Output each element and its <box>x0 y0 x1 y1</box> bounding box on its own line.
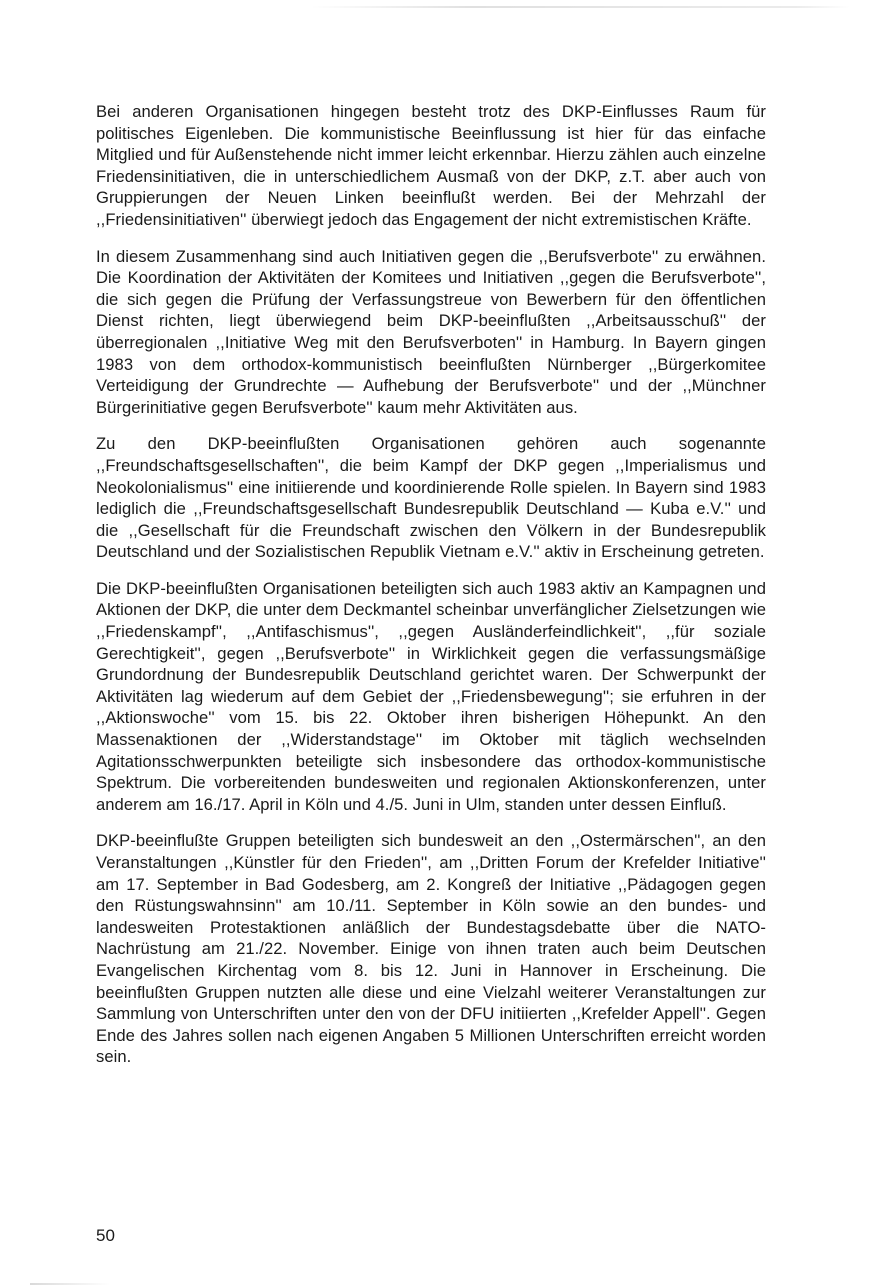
paragraph-2: In diesem Zusammenhang sind auch Initiativen gegen die ,,Berufsverbote'' zu erwähnen. Die Koordination der Aktivitäten der Komitees und Initiativen ,,gegen die Berufsverbote'', die sich gegen die Prüfung der Verfassungstreue von Bewerbern für den öffentlichen Dienst richten, liegt überwiegend beim DKP-beeinflußten ,,Arbeitsausschuß'' der überregionalen ,,Initiative Weg mit den Berufsverboten'' in Hamburg. In Bayern gingen 1983 von dem orthodox-kommunistisch beeinflußten Nürnberger ,,Bürgerkomitee Verteidigung der Grundrechte — Aufhebung der Berufsverbote'' und der ,,Münchner Bürgerinitiative gegen Berufsverbote'' kaum mehr Aktivitäten aus. <box>96 246 766 417</box>
paragraph-3: Zu den DKP-beeinflußten Organisationen gehören auch sogenannte ,,Freundschaftsgesellschaften'', die beim Kampf der DKP gegen ,,Imperialismus und Neokolonialismus'' eine initiierende und koordinierende Rolle spielen. In Bayern sind 1983 lediglich die ,,Freundschaftsgesellschaft Bundesrepublik Deutschland — Kuba e.V.'' und die ,,Gesellschaft für die Freundschaft zwischen den Völkern in der Bundesrepublik Deutschland und der Sozialistischen Republik Vietnam e.V.'' aktiv in Erscheinung getreten. <box>96 434 766 562</box>
paragraph-1: Bei anderen Organisationen hingegen besteht trotz des DKP-Einflusses Raum für politisches Eigenleben. Die kommunistische Beeinflussung ist hier für das einfache Mitglied und für Außenstehende nicht immer leicht erkennbar. Hierzu zählen auch einzelne Friedensinitiativen, die in unterschiedlichem Ausmaß von der DKP, z.T. aber auch von Gruppierungen der Neuen Linken beeinflußt werden. Bei der Mehrzahl der ,,Friedensinitiativen'' überwiegt jedoch das Engagement der nicht extremistischen Kräfte. <box>96 102 766 229</box>
paragraph-5: DKP-beeinflußte Gruppen beteiligten sich bundesweit an den ,,Ostermärschen'', an den Veranstaltungen ,,Künstler für den Frieden'', am ,,Dritten Forum der Krefelder Initiative'' am 17. September in Bad Godesberg, am 2. Kongreß der Initiative ,,Pädagogen gegen den Rüstungswahnsinn'' am 10./11. September in Köln sowie an den bundes- und landesweiten Protestaktionen anläßlich der Bundestagsdebatte über die NATO-Nachrüstung am 21./22. November. Einige von ihnen traten auch beim Deutschen Evangelischen Kirchentag vom 8. bis 12. Juni in Hannover in Erscheinung. Die beeinflußten Gruppen nutzten alle diese und eine Vielzahl weiterer Veranstaltungen zur Sammlung von Unterschriften unter den von der DFU initiierten ,,Krefelder Appell''. Gegen Ende des Jahres sollen nach eigenen Angaben 5 Millionen Unterschriften erreicht worden sein. <box>96 831 766 1067</box>
document-page <box>96 101 766 1083</box>
page-number: 50 <box>96 1226 115 1245</box>
paragraph-4: Die DKP-beeinflußten Organisationen beteiligten sich auch 1983 aktiv an Kampagnen und Aktionen der DKP, die unter dem Deckmantel scheinbar unverfänglicher Zielsetzungen wie ,,Friedenskampf'', ,,Antifaschismus'', ,,gegen Ausländerfeindlichkeit'', ,,für soziale Gerechtigkeit'', gegen ,,Berufsverbote'' in Wirklichkeit gegen die verfassungsmäßige Grundordnung der Bundesrepublik Deutschland gerichtet waren. Der Schwerpunkt der Aktivitäten lag wiederum auf dem Gebiet der ,,Friedensbewegung''; sie erfuhren in der ,,Aktionswoche'' vom 15. bis 22. Oktober ihren bisherigen Höhepunkt. An den Massenaktionen der ,,Widerstandstage'' im Oktober mit täglich wechselnden Agitationsschwerpunkten beteiligte sich insbesondere das orthodox-kommunistische Spektrum. Die vorbereitenden bundesweiten und regionalen Aktionskonferenzen, unter anderem am 16./17. April in Köln und 4./5. Juni in Ulm, standen unter dessen Einfluß. <box>96 578 766 814</box>
scan-edge-bottom <box>30 1283 110 1285</box>
scan-edge-top <box>310 6 850 8</box>
